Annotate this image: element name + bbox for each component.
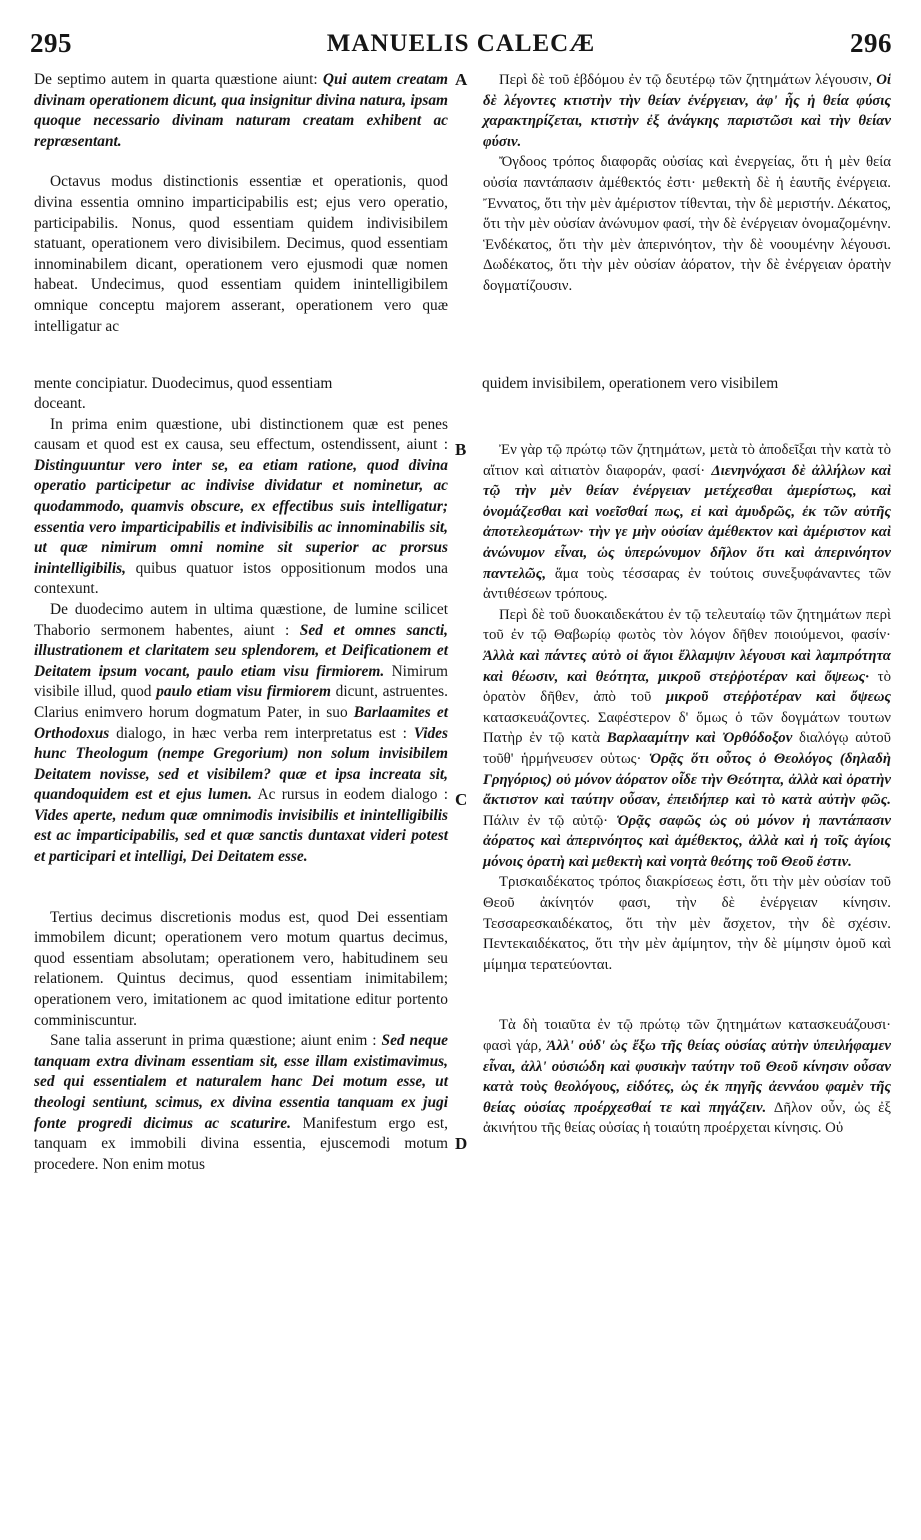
latin-paragraph: Tertius decimus discretionis modus est, quod Dei essentiam immobilem dicunt; operationem vero motum quartus decimus, quod essentiam absolutam; operationem vero, habitudinem seu relationem. Quintus decimus, quod essentiam inimitabilem; operationem vero, imitationem ac quod imitatione editur portento comminiscuntur. [34,908,448,1029]
greek-paragraph: Τὰ δὴ τοιαῦτα ἐν τῷ πρώτῳ τῶν ζητημάτων κατασκευάζουσι· φασὶ γάρ, Ἀλλ' οὐδ' ὡς ἔξω τῆς θείας οὐσίας αὐτὴν ὑπειλήφαμεν εἶναι, ἀλλ' οὐσιώδη καὶ φυσικὴν ταύτην τοῦ Θεοῦ κίνησιν οὖσαν κατὰ τοὺς θεολόγους, εἰδότες, ὡς ἐκ πηγῆς ἀεννάου φαμὲν τῆς θείας οὐσίας προέρχεσθαί τε καὶ πηγάζειν. Δῆλον οὖν, ὡς ἐξ ἀκινήτου τῆς θείας οὐσίας ἡ τοιαύτη προέρχεται κίνησις. Οὐ [483,1017,891,1137]
latin-paragraph: Octavus modus distinctionis essentiæ et operationis, quod divina essentia omnino imparticipabilis est; ejus vero operatio, participabilis. Nonus, quod essentiam quidem indivisibilem statuant, operationem vero divisibilem. Decimus, quod essentiam innominabilem dicant, operationem vero ejusmodi quæ nomen habeat. Undecimus, quod essentiam quidem inintelligibilem omnique conceptu majorem asserant, operationem vero quæ intelligatur ac [34,173,448,335]
greek-paragraph: Τρισκαιδέκατος τρόπος διακρίσεως ἐστι, ὅτι τὴν μὲν οὐσίαν τοῦ Θεοῦ ἀκίνητόν φασι, τὴν δὲ ἐνέργειαν κίνησιν. Τεσσαρεσκαιδέκατος, ὅτι τὴν μὲν ἄσχετον, τὴν δὲ σχέσιν. Πεντεκαιδέκατος, ὅτι τὴν μὲν ἀμίμητον, τὴν δὲ μίμησιν ὁμοῦ καὶ μίμημα τερατεύονται. [483,874,891,973]
latin-column-top [34,70,448,337]
greek-paragraph: Ἐν γὰρ τῷ πρώτῳ τῶν ζητημάτων, μετὰ τὸ ἀποδεῖξαι τὴν κατὰ τὸ αἴτιον καὶ αἰτιατὸν διαφοράν, φασί· Διενηνόχασι δὲ ἀλλήλων καὶ τῷ τὴν μὲν θείαν ἐνέργειαν μετέχεσθαι ἀμερίστως, καὶ ὀνομάζεσθαι καὶ νοεῖσθαί πως, εἰ καὶ ἀμυδρῶς, ἐκ τῶν αὐτῆς ἀποτελεσμάτων· τὴν γε μὴν οὐσίαν ἀμέθεκτον καὶ ἀμέριστον καὶ ἀνώνυμον εἶναι, ὡς ὑπερώνυμον δῆλον ὅτι καὶ ἀπερινόητον παντελῶς, ἅμα τοὺς τέσσαρας ἐν τούτοις συνεξυφάναντες τῶν ἀντιθέσεων τρόπους. [483,442,891,603]
latin-paragraph: De septimo autem in quarta quæstione aiunt: Qui autem creatam divinam operationem dicunt, qua insignitur divina natura, ipsam quoque necessario divinam naturam creatam exhibent ac repræsentant. [34,71,448,150]
section-marker-d: D [455,1134,468,1153]
greek-paragraph: Περὶ δὲ τοῦ ἑβδόμου ἐν τῷ δευτέρῳ τῶν ζητημάτων λέγουσιν, Οἱ δὲ λέγοντες κτιστὴν τὴν θείαν ἐνέργειαν, ἀφ' ἧς ἡ θεία φύσις χαρακτηρίζεται, κτιστὴν ἐξ ἀνάγκης παριστῶσι καὶ τὴν θείαν φύσιν. [483,72,891,150]
greek-column-top [483,70,891,297]
page-number-left: 295 [30,28,72,58]
greek-paragraph: Ὄγδοος τρόπος διαφορᾶς οὐσίας καὶ ἐνεργείας, ὅτι ἡ μὲν θεία οὐσία παντάπασιν ἀμέθεκτός ἐστι· μεθεκτὴ δὲ ἡ ἑαυτῆς ἐνέργεια. Ἔννατος, ὅτι τὴν μὲν ἀμέριστον τίθενται, τὴν δὲ μεριστήν. Δέκατος, ὅτι τὴν μὲν οὐσίαν ἀνώνυμον φασί, τὴν δὲ ἐνέργειαν ὀνομαζομένην. Ἑνδέκατος, ὅτι τὴν μὲν ἀπερινόητον, τὴν δὲ νοουμένην λέγουσι. Δωδέκατος, ὅτι τὴν μὲν οὐσίαν ἀόρατον, τὴν δὲ ἐνέργειαν ὁρατὴν δογματίζουσιν. [483,154,891,294]
latin-paragraph-end: doceant. [34,395,86,412]
section-marker-b: B [455,440,467,459]
page-number-right: 296 [850,28,892,58]
page-header [30,28,892,64]
section-marker-c: C [455,790,468,809]
latin-paragraph: De duodecimo autem in ultima quæstione, de lumine scilicet Thaborio sermonem habentes, aiunt : Sed et omnes sancti, illustrationem et claritatem seu splendorem, et Deificationem et Deitatem ipsum vocant, paulo etiam visu firmiorem. Nimirum visibile illud, quod paulo etiam visu firmiorem dicunt, astruentes. Clarius enimvero horum dogmatum Pater, in suo Barlaamites et Orthodoxus dialogo, in hæc verba rem interpretatus est : Vides hunc Theologum (nempe Gregorium) non solum invisibilem Deitatem novisse, sed et visibilem? quæ et ipsa increata sit, quandoquidem est et ejus lumen. Ac rursus in eodem dialogo : Vides aperte, nedum quæ omnimodis invisibilis et inintelligibilis est ac imparticipabilis, sed et quæ sanctis duntaxat videri potest et participari et intelligi, Dei Deitatem esse. [34,600,449,866]
full-width-line: mente concipiatur. Duodecimus, quod essentiam quidem invisibilem, operationem vero visibilem [34,375,779,392]
greek-column-bottom [483,440,891,1139]
latin-paragraph: In prima enim quæstione, ubi distinctionem quæ est penes causam et quod est ex causa, seu effectum, ostendissent, aiunt : Distinguuntur vero inter se, ea etiam ratione, quod divina operatio participetur ac indivise dividatur et nominetur, ac quodammodo, quamvis obscure, ex effectibus suis intelligatur; essentia vero imparticipabilis et indivisibilis ac innominabilis sit, ut quæ nimirum omni nomine sit superior ac prorsus inintelligibilis, quibus quatuor istos oppositionum modos una contexunt. [34,415,448,598]
greek-paragraph: Περὶ δὲ τοῦ δυοκαιδεκάτου ἐν τῷ τελευταίῳ τῶν ζητημάτων περὶ τοῦ ἐν τῷ Θαβωρίῳ φωτὸς τὸν λόγον δῆθεν ποιούμενοι, φασίν· Ἀλλὰ καὶ πάντες αὐτὸ οἱ ἅγιοι ἔλλαμψιν λέγουσι καὶ λαμπρότητα καὶ θέωσιν, καὶ θεότητα, μικροῦ στεῤῥοτέραν καὶ ὄψεως· τὸ ὁρατὸν δῆθεν, ἀπὸ τοῦ μικροῦ στεῤῥοτέραν καὶ ὄψεως κατασκευάζοντες. Σαφέστερον δ' ὅμως ὁ τῶν δογμάτων τουτων Πατὴρ ἐν τῷ κατὰ Βαρλααμίτην καὶ Ὀρθόδοξον διαλόγῳ αὐτοῦ τοῦθ' ἡρμήνευσεν οὑτως· Ὁρᾷς ὅτι οὗτος ὁ Θεολόγος (δηλαδὴ Γρηγόριος) οὐ μόνον ἀόρατον οἶδε τὴν Θεότητα, ἀλλὰ καὶ ὁρατὴν ἄκτιστον καὶ ταύτην οὖσαν, ἐπειδήπερ καὶ τὸ κατὰ αὐτὴν φῶς. Πάλιν ἐν τῷ αὐτῷ· Ὁρᾷς σαφῶς ὡς οὐ μόνον ἡ παντάπασιν ἀόρατος καὶ ἀπερινόητος καὶ ἀμέθεκτος, ἀλλὰ καὶ ἡ τοῖς ἁγίοις μόνοις ὁρατὴ καὶ μεθεκτὴ καὶ νοητὰ θεότης τοῦ Θεοῦ ἐστιν. [483,606,892,870]
section-marker-a: A [455,70,468,89]
latin-paragraph: Sane talia asserunt in prima quæstione; aiunt enim : Sed neque tanquam extra divinam essentiam sit, esse illam existimavimus, sed qui essentialem et naturalem hanc Dei motum esse, ut theologi sentiunt, scimus, ex divina essentia tanquam ex jugi fonte progredi dicimus ac scaturire. Manifestum ergo est, tanquam ex immobili divina essentia, ejuscemodi motum procedere. Non enim motus [34,1032,449,1173]
latin-column-bottom [34,394,448,1175]
running-title: MANUELIS CALECÆ [326,30,596,57]
